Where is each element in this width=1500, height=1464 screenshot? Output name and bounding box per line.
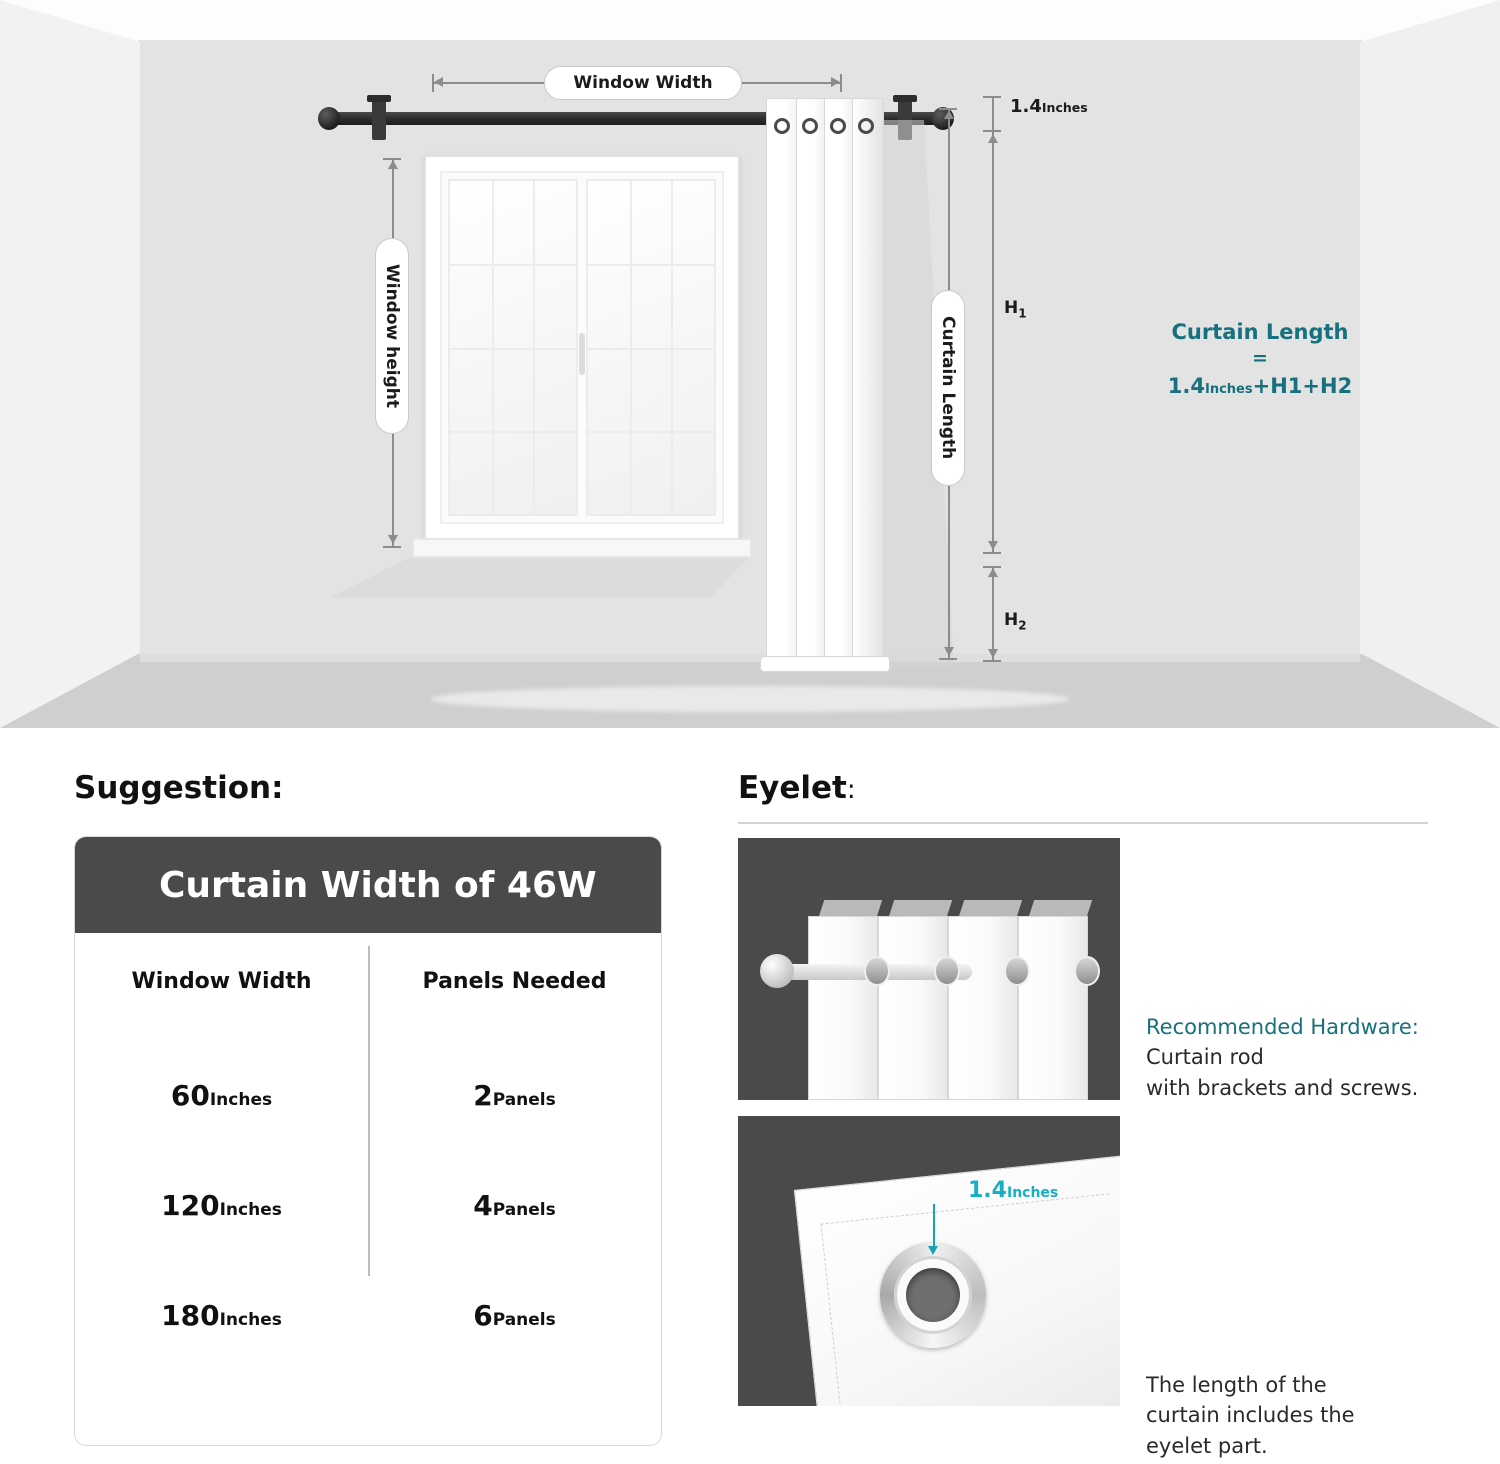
cell-panels-needed [368, 1299, 661, 1332]
card-column-divider [368, 946, 370, 1276]
grommet-ring [880, 1242, 986, 1348]
note2-line-3: eyelet part. [1146, 1433, 1268, 1458]
width-unit: Inches [219, 1199, 282, 1220]
cell-window-width [75, 1299, 368, 1332]
window-height-tick-bottom [383, 546, 401, 548]
width-value: 120 [161, 1188, 220, 1222]
table-row [75, 1260, 661, 1370]
formula-line-1: Curtain Length [1171, 320, 1349, 344]
window-height-arrow-bottom [388, 535, 398, 544]
window-width-tick-right [840, 74, 842, 92]
cell-window-width [75, 1079, 368, 1112]
window-width-arrow-left [434, 77, 443, 87]
floor-highlight [430, 686, 1070, 712]
window-handle [579, 333, 585, 375]
window-pane-right [586, 179, 716, 516]
h2-line [992, 566, 994, 662]
h1-line [992, 132, 994, 554]
formula-terms: +H1+H2 [1252, 373, 1353, 398]
grommet-measure-arrow [928, 1246, 938, 1255]
h1-arrow-top [988, 134, 998, 143]
note-title: Recommended Hardware: [1146, 1015, 1419, 1039]
eyelet-grommet-icon [864, 956, 890, 986]
column-header-panels-needed: Panels Needed [422, 969, 607, 994]
curtain-length-formula [1110, 318, 1410, 400]
room-scene [0, 0, 1500, 728]
width-unit: Inches [209, 1089, 273, 1110]
curtain-length-label: Curtain Length [931, 290, 965, 486]
h2-label [1004, 610, 1027, 632]
panels-value: 2 [473, 1078, 493, 1112]
curtain-eyelet-icon [830, 118, 846, 134]
window-sill [412, 538, 752, 558]
curtain-eyelet-icon [774, 118, 790, 134]
grommet-measure-line [933, 1204, 935, 1252]
width-value: 60 [170, 1078, 210, 1112]
grommet-closeup-image [738, 1116, 1120, 1406]
floor-edge [140, 654, 1360, 662]
window-width-arrow-right [831, 77, 840, 87]
formula-unit: Inches [1205, 381, 1253, 397]
width-unit: Inches [219, 1309, 282, 1330]
h1-label [1004, 298, 1027, 320]
recommended-hardware-note [1146, 1012, 1476, 1103]
h2-arrow-top [988, 568, 998, 577]
panels-value: 6 [473, 1298, 493, 1332]
cell-panels-needed [368, 1079, 661, 1112]
formula-line-2: = [1252, 347, 1268, 370]
column-header-window-width: Window Width [131, 969, 312, 994]
rod-bracket-left [372, 98, 386, 140]
left-wall [0, 0, 140, 728]
eyelet-heading [738, 770, 856, 806]
panels-unit: Panels [492, 1199, 556, 1220]
suggestion-heading: Suggestion: [74, 770, 284, 806]
eyelet-height-value: 1.4 [1010, 96, 1042, 117]
cell-panels-needed [368, 1189, 661, 1222]
eyelet-grommet-icon [1074, 956, 1100, 986]
h2-subscript: 2 [1018, 618, 1027, 633]
h1-tick-bottom [983, 552, 1001, 554]
eyelet-divider [738, 822, 1428, 824]
curtain-eyelet-icon [802, 118, 818, 134]
eyelet-heading-colon: : [846, 775, 856, 805]
width-value: 180 [161, 1298, 220, 1332]
rod-finial-left [318, 107, 340, 130]
right-scale-tick-0 [983, 96, 1001, 98]
h2-text: H [1004, 610, 1019, 630]
eyelet-grommet-icon [1004, 956, 1030, 986]
window-width-label: Window Width [544, 66, 742, 100]
curtain-length-tick-bottom [939, 658, 957, 660]
card-title: Curtain Width of 46W [75, 837, 661, 933]
bottom-section [0, 728, 1500, 1464]
h2-tick-bottom [983, 660, 1001, 662]
eyelet-heading-text: Eyelet [738, 770, 847, 806]
panels-value: 4 [473, 1188, 493, 1222]
curtain-eyelet-icon [858, 118, 874, 134]
grommet-diameter-unit: Inches [1006, 1185, 1059, 1201]
panels-unit: Panels [492, 1309, 556, 1330]
formula-line-3 [1110, 372, 1410, 400]
window [424, 155, 740, 540]
eyelet-grommet-icon [934, 956, 960, 986]
eyelet-hardware-image [738, 838, 1120, 1100]
note-line-2: Curtain rod [1146, 1045, 1264, 1070]
note-line-3: with brackets and screws. [1146, 1075, 1419, 1100]
h1-text: H [1004, 298, 1019, 318]
formula-value: 1.4 [1167, 373, 1205, 398]
note2-line-2: curtain includes the [1146, 1403, 1355, 1428]
rod-finial-icon [760, 954, 794, 988]
h1-arrow-bottom [988, 541, 998, 550]
note2-line-1: The length of the [1146, 1373, 1327, 1397]
curtain-panel [766, 98, 884, 668]
curtain-length-arrow-bottom [944, 647, 954, 656]
grommet-diameter-value: 1.4 [968, 1178, 1007, 1203]
curtain-length-arrow-top [944, 110, 954, 119]
eyelet-height-unit: Inches [1041, 100, 1088, 115]
h2-arrow-bottom [988, 649, 998, 658]
right-scale-eyelet-line [992, 96, 994, 132]
panels-unit: Panels [492, 1089, 556, 1110]
window-pane-left [448, 179, 578, 516]
h1-subscript: 1 [1018, 306, 1027, 321]
eyelet-height-label [1010, 96, 1088, 117]
grommet-diameter-label [968, 1178, 1058, 1203]
curtain-length-note [1146, 1370, 1476, 1461]
window-height-arrow-top [388, 160, 398, 169]
cell-window-width [75, 1189, 368, 1222]
curtain-hem [760, 656, 890, 672]
window-height-label: Window height [375, 238, 409, 434]
